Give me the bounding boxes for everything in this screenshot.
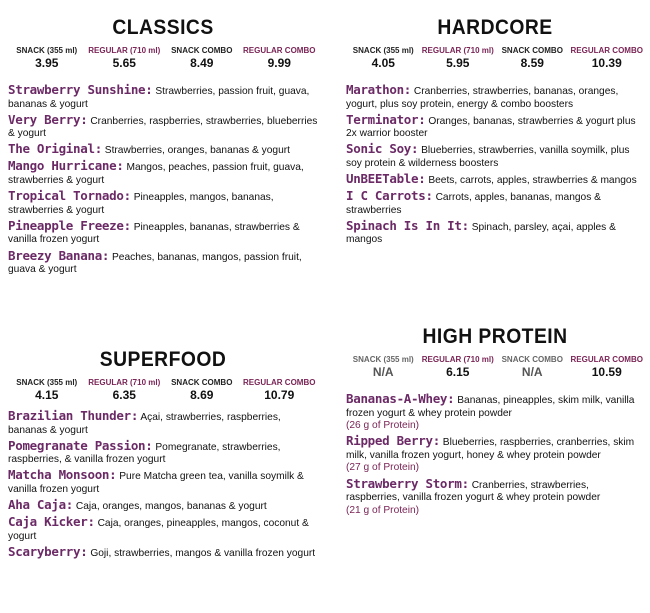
list-item [8,469,318,496]
price-table [346,355,644,379]
classics-section [8,16,318,279]
item-name: Ripped Berry: [346,433,440,449]
list-item [346,190,644,217]
item-list [346,393,644,517]
size-label: SNACK (355 ml) [16,46,78,55]
item-desc: Pineapples, mangos, bananas, strawberries & yogurt [8,192,274,216]
item-desc: Goji, strawberries, mangos & vanilla frozen yogurt [90,547,316,559]
list-item [8,499,318,514]
item-name: UnBEETable: [346,171,426,187]
size-label: SNACK COMBO [501,46,563,55]
item-desc: Pineapples, bananas, strawberries & vanilla frozen yogurt [8,221,300,246]
price: 8.59 [520,56,544,70]
price: 10.39 [591,56,622,70]
item-desc: Caja, oranges, pineapples, mangos, coconut & yogurt [8,518,309,542]
item-name: Terminator: [346,111,426,127]
list-item [346,475,644,518]
item-name: Aha Caja: [8,497,74,513]
item-name: Mango Hurricane: [8,158,124,174]
size-label: REGULAR (710 ml) [421,355,494,364]
list-item [346,84,644,111]
size-label: SNACK COMBO [501,355,563,364]
item-name: Marathon: [346,82,412,97]
size-label: REGULAR (710 ml) [88,378,161,387]
price: 5.65 [112,56,136,70]
list-item [8,160,318,187]
list-item [346,435,644,475]
price: 8.49 [190,56,214,70]
price-cell [86,46,164,70]
price-cell [495,46,570,70]
price-cell [163,378,241,402]
item-name: Matcha Monsoon: [8,467,117,483]
list-item [8,217,318,247]
item-name: Caja Kicker: [8,514,95,530]
size-label: REGULAR COMBO [570,46,643,55]
list-item [8,543,318,561]
size-label: REGULAR COMBO [243,378,316,387]
item-name: Scaryberry: [8,543,88,559]
item-name: I C Carrots: [346,188,433,204]
list-item [346,111,644,141]
item-name: Pineapple Freeze: [8,217,131,233]
item-desc: Blueberries, raspberries, cranberries, skim milk, vanilla frozen yogurt, honey & whey protein powder [346,437,635,461]
size-label: REGULAR COMBO [243,46,316,55]
price-cell [8,46,86,70]
price-table [346,46,644,70]
size-label: SNACK (355 ml) [16,378,78,387]
price-cell [570,46,645,70]
list-item [346,393,644,433]
price: N/A [372,365,394,379]
high-protein-section [346,325,644,520]
price-cell [346,355,421,379]
superfood-section [8,348,318,563]
protein-amount: (26 g of Protein) [346,420,420,432]
section-title: CLASSICS [112,16,214,39]
price-cell [421,46,496,70]
section-title: SUPERFOOD [99,348,227,371]
item-desc: Oranges, bananas, strawberries & yogurt plus 2x warrior booster [346,115,636,140]
price-cell [163,46,241,70]
price: 3.95 [35,56,59,70]
price-cell [421,355,496,379]
price: 8.69 [190,388,214,402]
size-label: REGULAR COMBO [570,355,643,364]
item-desc: Pomegranate, strawberries, raspberries, & vanilla frozen yogurt [8,441,281,466]
price-cell [495,355,570,379]
item-name: Breezy Banana: [8,247,110,263]
size-label: SNACK COMBO [171,46,233,55]
price-table [8,378,318,402]
item-desc: Beets, carrots, apples, strawberries & mangos [428,175,637,187]
item-desc: Strawberries, oranges, bananas & yogurt [104,145,290,157]
price: 4.15 [35,388,59,402]
list-item [8,516,318,543]
list-item [346,173,644,188]
price: N/A [521,365,543,379]
size-label: SNACK (355 ml) [352,46,414,55]
item-name: Sonic Soy: [346,141,419,157]
item-name: Bananas-A-Whey: [346,391,455,406]
price: 5.95 [446,56,470,70]
list-item [346,143,644,170]
item-name: Spinach Is In It: [346,217,469,233]
price: 6.15 [446,365,470,379]
item-list [8,410,318,560]
hardcore-section [346,16,644,250]
price: 10.79 [264,388,295,402]
price-cell [241,46,319,70]
list-item [8,111,318,141]
section-title: HIGH PROTEIN [422,325,568,348]
list-item [8,143,318,158]
size-label: REGULAR (710 ml) [88,46,161,55]
protein-amount: (21 g of Protein) [346,504,420,516]
item-desc: Spinach, parsley, açai, apples & mangos [346,221,616,246]
item-name: Very Berry: [8,111,88,127]
item-desc: Cranberries, raspberries, strawberries, blueberries & yogurt [8,115,318,140]
item-name: Pomegranate Passion: [8,437,153,453]
item-desc: Caja, oranges, mangos, bananas & yogurt [75,501,267,513]
price-cell [346,46,421,70]
item-list [346,84,644,247]
item-name: Tropical Tornado: [8,188,131,204]
price-cell [570,355,645,379]
item-desc: Cranberries, strawberries, bananas, oranges, yogurt, plus soy protein, energy & combo boosters [346,86,619,110]
price: 6.35 [112,388,136,402]
list-item [8,437,318,467]
price: 9.99 [267,56,291,70]
item-name: Strawberry Sunshine: [8,82,153,97]
list-item [8,247,318,277]
price-cell [8,378,86,402]
size-label: REGULAR (710 ml) [421,46,494,55]
item-desc: Carrots, apples, bananas, mangos & strawberries [346,192,601,216]
item-desc: Blueberries, strawberries, vanilla soymilk, plus soy protein & wilderness boosters [346,145,630,169]
item-desc: Açai, strawberries, raspberries, bananas & yogurt [8,412,281,436]
list-item [8,410,318,437]
item-desc: Peaches, bananas, mangos, passion fruit, guava & yogurt [8,251,302,276]
list-item [346,217,644,247]
section-title: HARDCORE [437,16,553,39]
protein-amount: (27 g of Protein) [346,462,420,474]
item-desc: Pure Matcha green tea, vanilla soymilk & vanilla frozen yogurt [8,471,304,495]
price-cell [86,378,164,402]
list-item [8,190,318,217]
item-name: Strawberry Storm: [346,475,469,491]
price-cell [241,378,319,402]
price: 10.59 [591,365,622,379]
item-name: The Original: [8,141,102,157]
item-desc: Bananas, pineapples, skim milk, vanilla frozen yogurt & whey protein powder [346,395,635,419]
item-desc: Strawberries, passion fruit, guava, bananas & yogurt [8,86,310,110]
item-list [8,84,318,277]
item-desc: Mangos, peaches, passion fruit, guava, strawberries & yogurt [8,162,304,187]
item-desc: Cranberries, strawberries, raspberries, vanilla frozen yogurt & whey protein powder [346,479,601,504]
price: 4.05 [371,56,395,70]
size-label: SNACK (355 ml) [352,355,414,364]
size-label: SNACK COMBO [171,378,233,387]
item-name: Brazilian Thunder: [8,408,139,423]
list-item [8,84,318,111]
price-table [8,46,318,70]
